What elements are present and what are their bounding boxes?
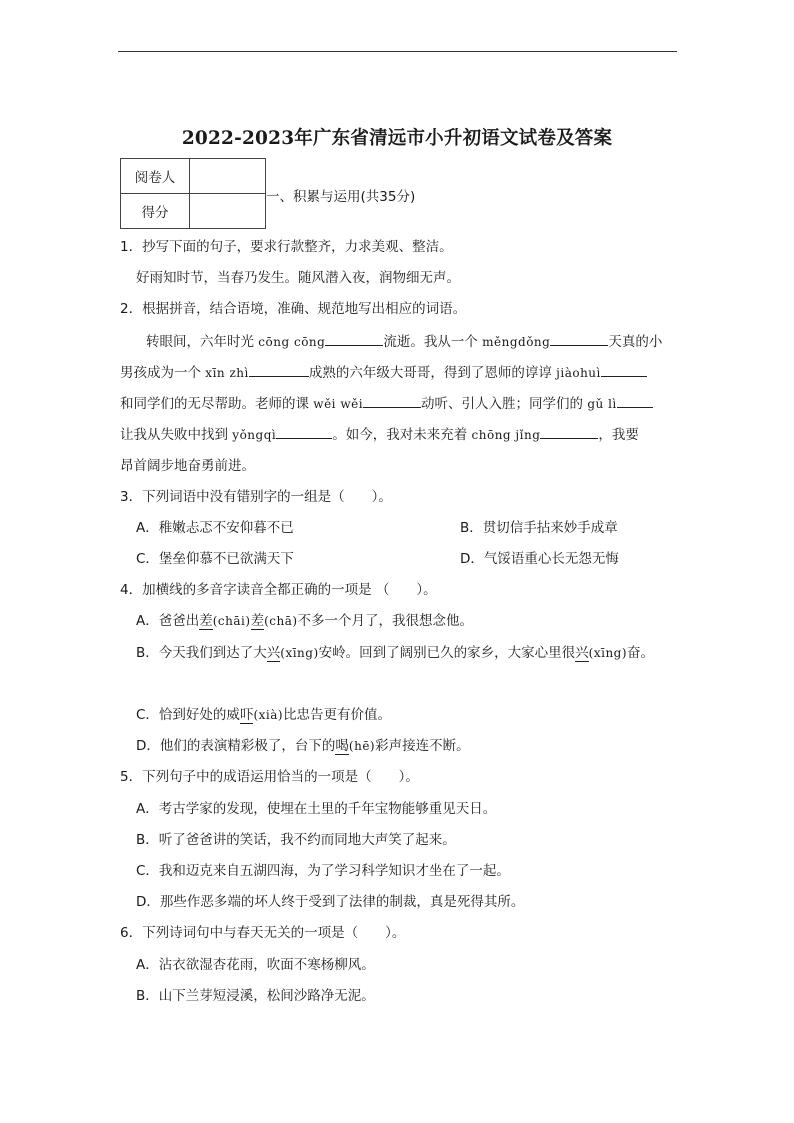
q5-option-b[interactable]: B．听了爸爸讲的笑话，我不约而同地大声笑了起来。 xyxy=(136,832,456,848)
pinyin: wěi wěi xyxy=(313,397,364,411)
q3-option-b[interactable]: B．贯切信手拈来妙手成章 xyxy=(460,520,618,536)
q2-line-4: 让我从失败中找到 yǒngqì 。如今，我对未来充着 chōng jǐng ，我要 xyxy=(120,424,639,445)
score-label: 得分 xyxy=(121,194,190,229)
answer-blank[interactable] xyxy=(249,362,309,377)
q2-line-3: 和同学们的无尽帮助。老师的课 wěi wěi 动听、引人入胜；同学们的 gǔ lì xyxy=(120,393,653,414)
q5-stem: 5．下列句子中的成语运用恰当的一项是（ ）。 xyxy=(120,769,419,785)
q6-option-a[interactable]: A．沾衣欲湿杏花雨，吹面不寒杨柳风。 xyxy=(136,957,375,973)
q5-option-d[interactable]: D．那些作恶多端的坏人终于受到了法律的制裁，真是死得其所。 xyxy=(136,894,525,910)
q3-option-a[interactable]: A．稚嫩忐忑不安仰暮不已 xyxy=(136,520,294,536)
q3-option-d[interactable]: D．气馁语重心长无怨无悔 xyxy=(460,551,619,567)
header-rule xyxy=(118,51,677,52)
q6-stem: 6．下列诗词句中与春天无关的一项是（ ）。 xyxy=(120,925,406,941)
pinyin: cōng cōng xyxy=(258,335,326,349)
answer-blank[interactable] xyxy=(325,331,383,346)
q1-text: 好雨知时节，当春乃发生。随风潜入夜，润物细无声。 xyxy=(136,270,460,286)
q2-line-1: 转眼间，六年时光 cōng cōng 流逝。我从一个 měngdǒng 天真的小 xyxy=(146,331,662,352)
score-cell[interactable] xyxy=(190,194,266,229)
pinyin: jiàohuì xyxy=(556,366,601,380)
reviewer-label: 阅卷人 xyxy=(121,159,190,194)
answer-blank[interactable] xyxy=(601,362,647,377)
q4-option-a[interactable]: A．爸爸出差(chāi)差(chā)不多一个月了，我很想念他。 xyxy=(136,613,474,629)
page-title: 2022-2023年广东省清远市小升初语文试卷及答案 xyxy=(181,128,613,149)
q2-line-5: 昂首阔步地奋勇前进。 xyxy=(120,458,255,474)
q4-option-d[interactable]: D．他们的表演精彩极了，台下的喝(hē)彩声接连不断。 xyxy=(136,738,470,754)
pinyin: yǒngqì xyxy=(232,428,277,442)
pinyin: xīn zhì xyxy=(205,366,249,380)
q4-option-c[interactable]: C．恰到好处的威吓(xià)比忠告更有价值。 xyxy=(136,707,392,723)
answer-blank[interactable] xyxy=(550,331,608,346)
q6-option-b[interactable]: B．山下兰芽短浸溪，松间沙路净无泥。 xyxy=(136,988,375,1004)
q5-option-c[interactable]: C．我和迈克来自五湖四海，为了学习科学知识才坐在了一起。 xyxy=(136,863,510,879)
section-heading: 一、积累与运用(共35分) xyxy=(266,189,416,205)
q3-stem: 3．下列词语中没有错别字的一组是（ ）。 xyxy=(120,489,392,505)
q4-option-b[interactable]: B．今天我们到达了大兴(xīng)安岭。回到了阔别已久的家乡，大家心里很兴(xīng)奋。 xyxy=(136,645,655,661)
q1-stem: 1．抄写下面的句子，要求行款整齐，力求美观、整洁。 xyxy=(120,239,453,255)
q5-option-a[interactable]: A．考古学家的发现，使埋在土里的千年宝物能够重见天日。 xyxy=(136,801,497,817)
pinyin: chōng jǐng xyxy=(471,428,541,442)
answer-blank[interactable] xyxy=(363,393,421,408)
answer-blank[interactable] xyxy=(540,424,598,439)
q4-stem: 4．加横线的多音字读音全都正确的一项是 （ ）。 xyxy=(120,582,437,598)
pinyin: měngdǒng xyxy=(482,335,551,349)
pinyin: gǔ lì xyxy=(587,397,617,411)
reviewer-cell[interactable] xyxy=(190,159,266,194)
q2-stem: 2．根据拼音，结合语境，准确、规范地写出相应的词语。 xyxy=(120,301,467,317)
answer-blank[interactable] xyxy=(276,424,332,439)
answer-blank[interactable] xyxy=(617,393,653,408)
q2-line-2: 男孩成为一个 xīn zhì 成熟的六年级大哥哥，得到了恩师的谆谆 jiàohuì xyxy=(120,362,647,383)
score-table xyxy=(120,158,266,229)
q3-option-c[interactable]: C．堡垒仰慕不已欲满天下 xyxy=(136,551,294,567)
